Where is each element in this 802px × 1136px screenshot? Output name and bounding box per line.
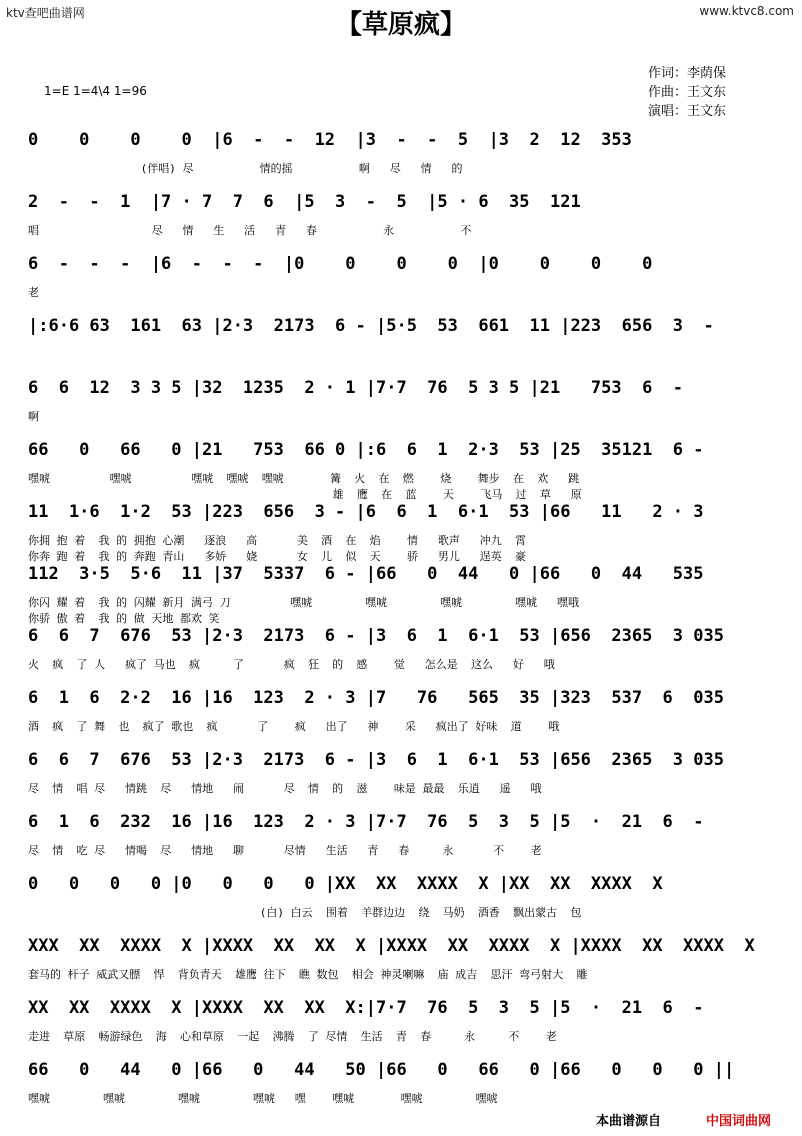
notation-line: 6 1 6 2·2 16 |16 123 2 · 3 |7 76 565 35 |323 537 6 035 [28, 688, 724, 708]
footer-source-label: 本曲谱源自 [596, 1114, 662, 1129]
lyrics-line: (伴唱) 尽 情的摇 啊 尽 情 的 [28, 162, 463, 175]
lyrics-line: 套马的 杆子 威武又膘 悍 背负青天 雄鹰 往下 瞧 数包 相会 神灵喇嘛 庙 成吉 思汗 弯弓射大 雕 [28, 968, 588, 981]
song-title: 【草原疯】 [335, 10, 466, 40]
lyrics-line: 走进 草原 畅游绿色 海 心和草原 一起 沸腾 了 尽情 生活 青 春 永 不 老 [28, 1030, 557, 1043]
notation-line: 11 1·6 1·2 53 |223 656 3 - |6 6 1 6·1 53 |66 11 2 · 3 [28, 502, 704, 522]
lyricist-credit: 作词：李荫保 [648, 66, 727, 81]
notation-line: 2 - - 1 |7 · 7 7 6 |5 3 - 5 |5 · 6 35 121 [28, 192, 581, 212]
lyrics-line-verse2: 你骄 傲 着 我 的 做 天地 都欢 笑 [28, 612, 220, 625]
singer-credit: 演唱：王文东 [648, 104, 727, 119]
notation-line: XX XX XXXX X |XXXX XX XX X:|7·7 76 5 3 5 |5 · 21 6 - [28, 998, 704, 1018]
lyrics-line: (白) 白云 围着 羊群边边 绕 马奶 酒香 飘出蒙古 包 [28, 906, 582, 919]
notation-line: |:6·6 63 161 63 |2·3 2173 6 - |5·5 53 661 11 |223 656 3 - [28, 316, 714, 336]
lyrics-line: 火 疯 了 人 疯了 马也 疯 了 疯 狂 的 感 觉 怎么是 这么 好 哦 [28, 658, 555, 671]
notation-line: 6 - - - |6 - - - |0 0 0 0 |0 0 0 0 [28, 254, 653, 274]
footer-source-site: 中国词曲网 [706, 1114, 772, 1129]
watermark-right: www.ktvc8.com [699, 4, 794, 18]
lyrics-line-verse2: 你奔 跑 着 我 的 奔跑 青山 多娇 娆 女 儿 似 天 骄 男儿 逞英 豪 [28, 550, 527, 563]
lyrics-line-verse2: 雄 鹰 在 蓝 天 飞马 过 草 原 [28, 488, 582, 501]
lyrics-line: 嘿唬 嘿唬 嘿唬 嘿唬 嘿 嘿唬 嘿唬 嘿唬 [28, 1092, 498, 1105]
credits-block [648, 64, 726, 121]
notation-line: 6 6 7 676 53 |2·3 2173 6 - |3 6 1 6·1 53 |656 2365 3 035 [28, 626, 724, 646]
lyrics-line: 尽 情 吃 尽 情喝 尽 情地 聊 尽情 生活 青 春 永 不 老 [28, 844, 542, 857]
notation-line: 0 0 0 0 |0 0 0 0 |XX XX XXXX X |XX XX XXXX X [28, 874, 663, 894]
notation-line: 6 1 6 232 16 |16 123 2 · 3 |7·7 76 5 3 5 |5 · 21 6 - [28, 812, 704, 832]
composer-credit: 作曲：王文东 [648, 85, 727, 100]
lyrics-line: 老 [28, 286, 39, 299]
notation-line: 6 6 7 676 53 |2·3 2173 6 - |3 6 1 6·1 53 |656 2365 3 035 [28, 750, 724, 770]
notation-line: 66 0 66 0 |21 753 66 0 |:6 6 1 2·3 53 |25 35121 6 - [28, 440, 704, 460]
lyrics-line: 嘿唬 嘿唬 嘿唬 嘿唬 嘿唬 篝 火 在 燃 烧 舞步 在 欢 跳 [28, 472, 580, 485]
key-signature: 1=E 1=4\4 1=96 [44, 84, 147, 98]
lyrics-line: 你拥 抱 着 我 的 拥抱 心潮 逐浪 高 美 酒 在 焰 情 歌声 冲九 霄 [28, 534, 527, 547]
lyrics-line: 尽 情 唱 尽 情跳 尽 情地 闹 尽 情 的 滋 味是 最最 乐逍 遥 哦 [28, 782, 542, 795]
notation-line: 66 0 44 0 |66 0 44 50 |66 0 66 0 |66 0 0 0 || [28, 1060, 735, 1080]
notation-line: 112 3·5 5·6 11 |37 5337 6 - |66 0 44 0 |66 0 44 535 [28, 564, 704, 584]
watermark-left: ktv查吧曲谱网 [6, 6, 85, 20]
notation-line: XXX XX XXXX X |XXXX XX XX X |XXXX XX XXXX X |XXXX XX XXXX X [28, 936, 755, 956]
lyrics-line: 啊 [28, 410, 39, 423]
lyrics-line: 唱 尽 情 生 活 青 春 永 不 [28, 224, 472, 237]
notation-line: 6 6 12 3 3 5 |32 1235 2 · 1 |7·7 76 5 3 5 |21 753 6 - [28, 378, 684, 398]
notation-line: 0 0 0 0 |6 - - 12 |3 - - 5 |3 2 12 353 [28, 130, 632, 150]
lyrics-line: 你闪 耀 着 我 的 闪耀 新月 满弓 刀 嘿唬 嘿唬 嘿唬 嘿唬 嘿哦 [28, 596, 580, 609]
lyrics-line: 酒 疯 了 舞 也 疯了 歌也 疯 了 疯 出了 神 采 疯出了 好味 道 哦 [28, 720, 560, 733]
